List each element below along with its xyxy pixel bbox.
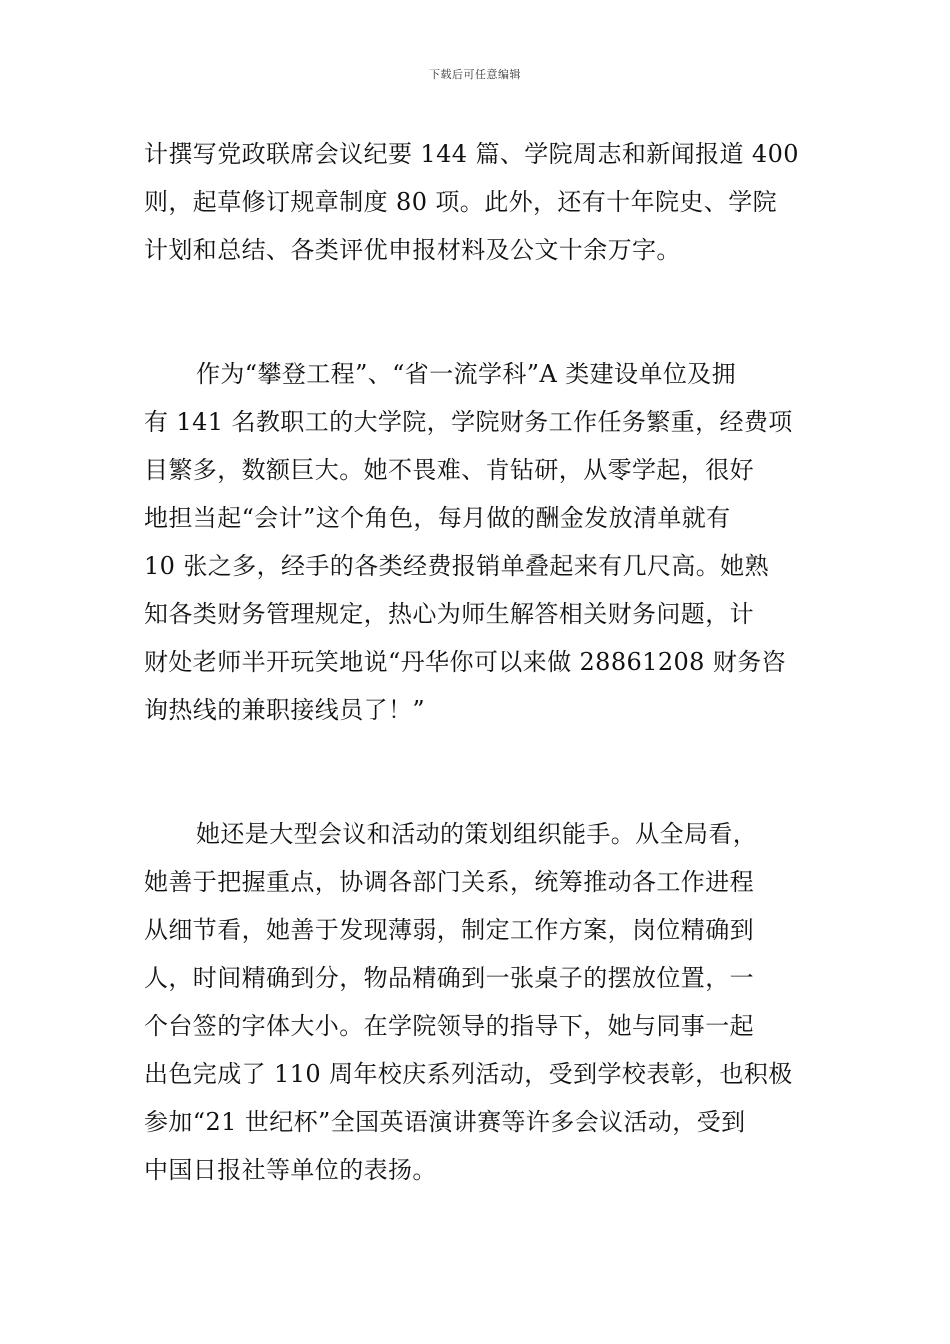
paragraph-line: 她善于把握重点，协调各部门关系，统筹推动各工作进程 — [144, 868, 754, 896]
paragraph-line: 10 张之多，经手的各类经费报销单叠起来有几尺高。她熟 — [144, 552, 769, 580]
paragraph-line: 计划和总结、各类评优申报材料及公文十余万字。 — [144, 236, 681, 264]
paragraph-line: 财处老师半开玩笑地说“丹华你可以来做 28861208 财务咨 — [144, 648, 787, 676]
paragraph-line: 计撰写党政联席会议纪要 144 篇、学院周志和新闻报道 400 — [144, 140, 799, 168]
paragraph-line: 人，时间精确到分，物品精确到一张桌子的摆放位置，一 — [144, 964, 754, 992]
paragraph-line: 参加“21 世纪杯”全国英语演讲赛等许多会议活动，受到 — [144, 1108, 746, 1136]
paragraph-line: 有 141 名教职工的大学院，学院财务工作任务繁重，经费项 — [144, 408, 793, 436]
paragraph-3 — [144, 810, 809, 1194]
paragraph-line: 作为“攀登工程”、“省一流学科”A 类建设单位及拥 — [196, 360, 737, 388]
document-body — [144, 130, 809, 1194]
paragraph-line: 她还是大型会议和活动的策划组织能手。从全局看， — [196, 820, 758, 848]
paragraph-line: 目繁多，数额巨大。她不畏难、肯钻研，从零学起，很好 — [144, 456, 754, 484]
paragraph-gap — [144, 734, 809, 810]
paragraph-line: 从细节看，她善于发现薄弱，制定工作方案，岗位精确到 — [144, 916, 754, 944]
header-note: 下载后可任意编辑 — [429, 68, 521, 81]
paragraph-line: 中国日报社等单位的表扬。 — [144, 1156, 437, 1184]
paragraph-line: 地担当起“会计”这个角色，每月做的酬金发放清单就有 — [144, 504, 731, 532]
paragraph-line: 询热线的兼职接线员了！” — [144, 696, 426, 724]
paragraph-1 — [144, 130, 809, 274]
paragraph-line: 出色完成了 110 周年校庆系列活动，受到学校表彰，也积极 — [144, 1060, 793, 1088]
paragraph-line: 知各类财务管理规定，热心为师生解答相关财务问题，计 — [144, 600, 754, 628]
paragraph-line: 则，起草修订规章制度 80 项。此外，还有十年院史、学院 — [144, 188, 777, 216]
paragraph-line: 个台签的字体大小。在学院领导的指导下，她与同事一起 — [144, 1012, 754, 1040]
paragraph-gap — [144, 274, 809, 350]
paragraph-2 — [144, 350, 809, 734]
